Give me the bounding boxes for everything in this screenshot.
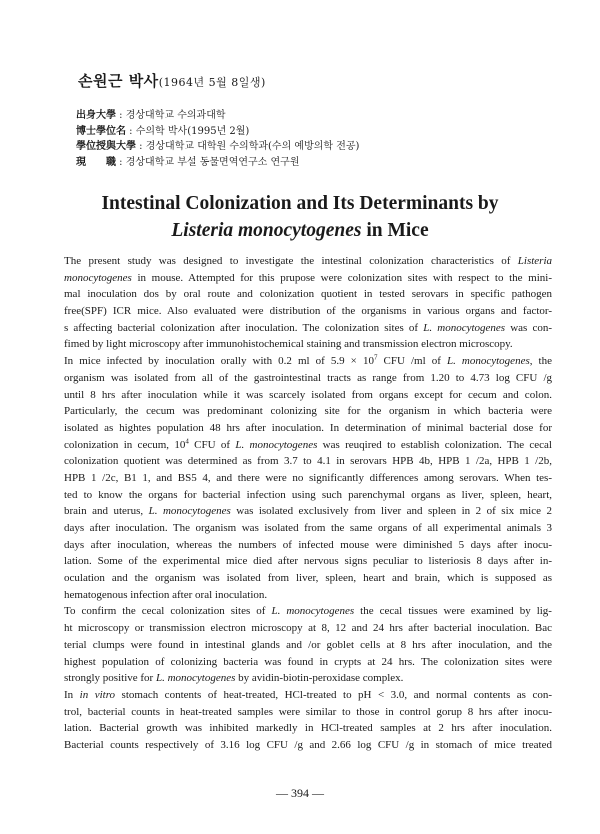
info-value: 경상대학교 수의과대학 [125, 110, 226, 121]
superscript: 7 [373, 353, 378, 362]
title-line-2 [0, 217, 600, 244]
info-row-university: 學位授與大學 : 경상대학교 대학원 수의학과(수의 예방의학 전공) [76, 139, 359, 155]
title-organism: Listeria monocytogenes [171, 220, 362, 241]
abstract-line: isolated as hightes population 48 hrs after inoculation. In determination of minimal bacterial dose for [64, 421, 552, 434]
italic-term: Listeria [517, 255, 552, 267]
info-key: 出身大學 [76, 110, 116, 121]
info-value: 수의학 박사(1995년 2월) [135, 125, 250, 137]
info-row-school: 出身大學 : 경상대학교 수의과대학 [76, 108, 359, 124]
info-value: 경상대학교 부설 동물면역연구소 연구원 [125, 156, 300, 168]
abstract-line: colonization in cecum, $10^4$ CFU of L. monocytogenes was reuqired to establish colonization. The cecal [64, 436, 552, 451]
paper-title [0, 190, 600, 244]
abstract-line: free(SPF) ICR mice. Also evaluated were distribution of the organisms in various organs and factor- [64, 305, 552, 318]
abstract-line: trol, bacterial counts in heat-treated samples were similar to those in control gorup 8 hrs after inocu- [64, 705, 552, 718]
abstract-line: Particularly, the cecum was predominant colonizing site for the organism in which bacteria were [64, 405, 552, 418]
italic-term: L. monocytogenes [155, 672, 236, 685]
abstract-line: highest population of colonizing bacteria was found in crypts at 24 hrs. The colonization sites were [64, 655, 552, 668]
abstract-line: strongly positive for L. monocytogenes by avidin-biotin-peroxidase complex. [64, 672, 404, 685]
info-key: 博士學位名 [76, 125, 126, 137]
abstract-line: days after inoculation, whereas the numbers of infected mouse were diminished 5 days after inocu- [64, 538, 552, 551]
author-name: 손원근 박사 [78, 72, 159, 90]
abstract-line: organism was isolated from all of the gastrointestinal tracts as range from 1.20 to 4.73 log CFU /g [64, 371, 552, 384]
title-rest: in Mice [361, 220, 429, 241]
italic-term: L. monocytogenes [235, 438, 318, 451]
info-row-degree: 博士學位名 : 수의학 박사(1995년 2월) [76, 124, 359, 140]
abstract-line: oculation and the organism was isolated from liver, spleen, heart and brain, which is supposed as [64, 572, 552, 585]
author-heading [78, 70, 266, 91]
abstract-body [64, 253, 552, 754]
page-number: — 394 — [276, 786, 324, 800]
abstract-line: In in vitro stomach contents of heat-treated, HCl-treated to pH < 3.0, and normal contents as con- [64, 688, 552, 701]
info-key: 現 職 [76, 156, 116, 168]
abstract-line: lation. Bacterial growth was inhibited markedly in HCl-treated samples at 2 hrs after inoculation. [64, 722, 552, 735]
abstract-line: ted to know the organs for bacterial infection using such parenchymal organs as liver, spleen, heart, [64, 488, 552, 501]
superscript: 4 [185, 436, 189, 445]
abstract-line: In mice infected by inoculation orally with 0.2 ml of $5.9 \times 10^7$ CFU /ml of L. monocytogenes, the [64, 353, 552, 368]
italic-term: monocytogenes [64, 271, 132, 284]
italic-term: L. monocytogenes [271, 605, 355, 618]
abstract-line: To confirm the cecal colonization sites of L. monocytogenes the cecal tissues were examined by lig- [64, 605, 552, 618]
abstract-line: HPB 1 /2c, B1 1, and BS5 4, and there were no significantly differences among serovars. When tes- [64, 471, 552, 484]
italic-term: L. monocytogenes [148, 505, 231, 518]
title-line-1: Intestinal Colonization and Its Determinants by [101, 193, 499, 214]
abstract-line: monocytogenes in mouse. Attempted for this prupose were colonization sites with respect to the mini- [64, 271, 552, 284]
abstract-line: brain and uterus, L. monocytogenes was isolated exclusively from liver and spleen in 2 of six mice 2 [64, 505, 552, 518]
italic-term: in vitro [79, 688, 116, 701]
abstract-line: until 8 hrs after inoculation while it was scarcely isolated from organs except for cecum and colon. [64, 388, 552, 401]
abstract-line: terial clumps were found in intestinal glands and /or goblet cells at 8 hrs after inoculation, and the [64, 638, 552, 651]
info-key: 學位授與大學 [76, 141, 136, 152]
italic-term: L. monocytogenes [423, 321, 506, 334]
abstract-line: Bacterial counts respectively of 3.16 log CFU /g and 2.66 log CFU /g in stomach of mice treated [64, 738, 552, 751]
author-info [76, 108, 359, 170]
abstract-line: The present study was designed to investigate the intestinal colonization characteristics of Listeria [64, 255, 552, 267]
abstract-line: s affecting bacterial colonization after inoculation. The colonization sites of L. monocytogenes was con- [64, 321, 552, 334]
info-value: 경상대학교 대학원 수의학과(수의 예방의학 전공) [145, 141, 360, 152]
abstract-line: lation. Some of the experimental mice died after nervous signs peculiar to listeriosis 8 days after in- [64, 555, 552, 568]
info-row-position: 現 職 : 경상대학교 부설 동물면역연구소 연구원 [76, 155, 359, 171]
abstract-line: colonization quotient was determined as from 3.7 to 4.1 in serovars HPB 4b, HPB 1 /2a, HPB 1 /2b, [64, 455, 552, 468]
author-birth: (1964년 5월 8일생) [158, 76, 266, 89]
abstract-line: hematogenous infection after oral inoculation. [64, 588, 268, 601]
abstract-line: days after inoculation. The organism was isolated from the same organs of all experimental animals 3 [64, 522, 552, 534]
abstract-text [64, 253, 552, 754]
italic-term: L. monocytogenes [446, 355, 530, 368]
abstract-line: ht microscopy or transmission electron microscopy at 8, 12 and 24 hrs after bacterial inoculation. Bac [64, 622, 552, 635]
abstract-line: mal inoculation dos by oral route and colonization quotient in tested serovars in specific pathogen [64, 288, 552, 301]
abstract-line: fimed by light microscopy after immunohistochemical staining and transmission electron microscopy. [64, 338, 513, 351]
